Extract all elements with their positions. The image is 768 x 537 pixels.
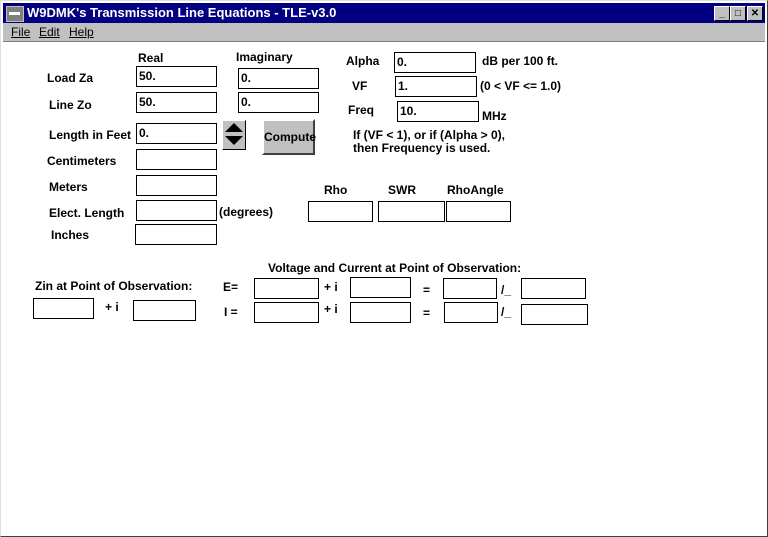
e-angle-output[interactable] [521,278,586,299]
compute-button[interactable]: Compute [262,119,315,155]
vf-range-label: (0 < VF <= 1.0) [480,79,562,93]
i-plus-i-label: + i [324,302,338,316]
vf-label: VF [352,79,368,93]
i-real-output[interactable] [254,302,319,323]
freq-unit-label: MHz [482,109,507,123]
maximize-button[interactable]: □ [730,6,746,21]
zin-real-output[interactable] [33,298,94,319]
title-bar[interactable] [3,3,765,23]
degrees-unit-label: (degrees) [219,205,274,219]
line-zo-real-input[interactable]: 50. [136,92,217,113]
imaginary-column-header: Imaginary [236,50,293,64]
app-icon[interactable] [6,6,24,22]
form-area [3,42,765,534]
menu-bar [3,23,765,42]
rho-output[interactable] [308,201,373,222]
load-za-imag-input[interactable]: 0. [238,68,319,89]
meters-label: Meters [49,180,88,194]
length-feet-label: Length in Feet [49,128,131,142]
rho-label: Rho [324,183,348,197]
rho-angle-output[interactable] [446,201,511,222]
line-zo-label: Line Zo [49,98,92,112]
i-magnitude-output[interactable] [444,302,498,323]
swr-output[interactable] [378,201,445,222]
i-equals-label: = [423,306,431,320]
note-line-2: then Frequency is used. [353,141,491,155]
zin-plus-i-label: + i [105,300,119,314]
e-imag-output[interactable] [350,277,411,298]
elect-length-input[interactable] [136,200,217,221]
i-imag-output[interactable] [350,302,411,323]
e-magnitude-output[interactable] [443,278,497,299]
alpha-label: Alpha [346,54,380,68]
elect-length-label: Elect. Length [49,206,125,220]
note-line-1: If (VF < 1), or if (Alpha > 0), [353,128,506,142]
spin-down-icon[interactable] [225,136,243,145]
menu-help[interactable]: Help [69,25,94,39]
rho-angle-label: RhoAngle [447,183,504,197]
vf-input[interactable]: 1. [395,76,477,97]
inches-input[interactable] [135,224,217,245]
centimeters-input[interactable] [136,149,217,170]
vi-title: Voltage and Current at Point of Observation: [268,261,522,275]
load-za-label: Load Za [47,71,94,85]
i-angle-output[interactable] [521,304,588,325]
e-equals-label: = [423,283,431,297]
e-plus-i-label: + i [324,280,338,294]
e-angle-symbol: /_ [501,283,512,297]
zin-title: Zin at Point of Observation: [35,279,193,293]
inches-label: Inches [51,228,90,242]
meters-input[interactable] [136,175,217,196]
i-angle-symbol: /_ [501,305,512,319]
length-feet-input[interactable]: 0. [136,123,217,144]
centimeters-label: Centimeters [47,154,117,168]
window-title: W9DMK's Transmission Line Equations - TLE-v3.0 [27,5,337,20]
e-real-output[interactable] [254,278,319,299]
i-label: I = [224,305,238,319]
line-zo-imag-input[interactable]: 0. [238,92,319,113]
real-column-header: Real [138,51,164,65]
zin-imag-output[interactable] [133,300,196,321]
load-za-real-input[interactable]: 50. [136,66,217,87]
menu-edit[interactable]: Edit [39,25,60,39]
minimize-button[interactable]: _ [714,6,730,21]
menu-file[interactable]: File [11,25,31,39]
freq-label: Freq [348,103,375,117]
close-button[interactable]: ✕ [747,6,763,21]
freq-input[interactable]: 10. [397,101,479,122]
length-spinner[interactable] [222,120,246,150]
alpha-unit-label: dB per 100 ft. [482,54,559,68]
spin-up-icon[interactable] [225,123,243,132]
alpha-input[interactable]: 0. [394,52,476,73]
e-label: E= [223,280,239,294]
swr-label: SWR [388,183,416,197]
